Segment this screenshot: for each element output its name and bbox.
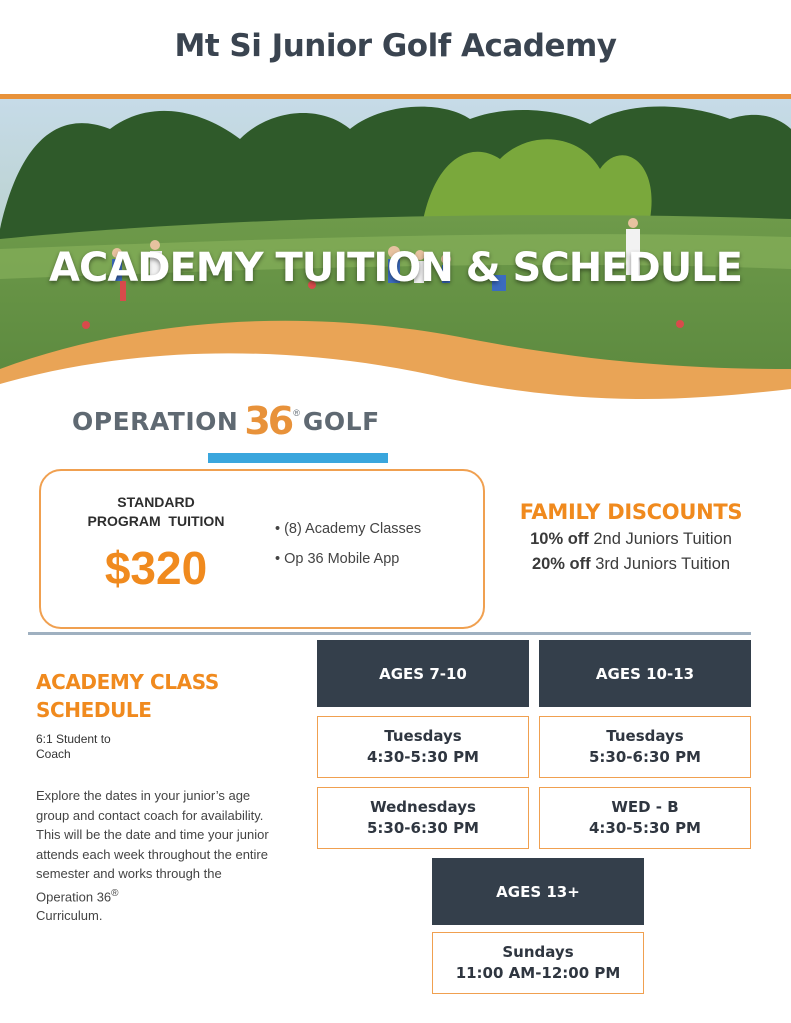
page-title: Mt Si Junior Golf Academy <box>174 28 617 64</box>
list-item: • (8) Academy Classes <box>275 521 421 537</box>
logo-word-golf: GOLF <box>302 406 380 436</box>
schedule-heading <box>36 668 276 724</box>
slot-time: 4:30-5:30 PM <box>589 819 701 837</box>
description-end: Curriculum. <box>36 908 103 924</box>
class-slot <box>539 716 751 778</box>
discount-line <box>516 555 746 574</box>
logo-word-operation: OPERATION <box>72 406 239 436</box>
schedule-heading-line2: SCHEDULE <box>36 698 152 722</box>
schedule-description <box>36 786 276 926</box>
slot-day: Tuesdays <box>606 727 684 745</box>
ratio-line1: 6:1 Student to <box>36 732 111 746</box>
tuition-label-line1: STANDARD <box>117 494 195 510</box>
tuition-includes-list <box>275 521 421 581</box>
accent-bar <box>208 453 388 463</box>
section-divider <box>28 632 751 635</box>
logo-registered-mark: ® <box>293 408 300 418</box>
tuition-price: $320 <box>104 542 208 594</box>
logo-number: 36 <box>244 399 292 443</box>
slot-time: 11:00 AM-12:00 PM <box>455 964 621 982</box>
slot-day: Sundays <box>502 943 574 961</box>
discount-text: 2nd Juniors Tuition <box>588 530 732 548</box>
ratio-line2: Coach <box>36 747 71 761</box>
slot-day: Tuesdays <box>384 727 462 745</box>
discount-percent: 10% off <box>530 530 589 548</box>
tuition-label <box>81 493 231 531</box>
discounts-title: FAMILY DISCOUNTS <box>519 500 743 524</box>
discount-text: 3rd Juniors Tuition <box>590 555 731 573</box>
list-item: • Op 36 Mobile App <box>275 551 421 567</box>
class-slot <box>317 787 529 849</box>
discount-percent: 20% off <box>531 555 591 573</box>
slot-day: Wednesdays <box>370 798 476 816</box>
schedule-heading-line1: ACADEMY CLASS <box>36 670 219 694</box>
age-group-header: AGES 10-13 <box>539 640 751 707</box>
hero-title: ACADEMY TUITION & SCHEDULE <box>49 245 742 291</box>
student-coach-ratio <box>36 732 156 762</box>
class-slot <box>317 716 529 778</box>
class-slot <box>539 787 751 849</box>
slot-time: 5:30-6:30 PM <box>589 748 701 766</box>
slot-day: WED - B <box>611 798 679 816</box>
description-text: Explore the dates in your junior’s age group and contact coach for availability. This will be the date and time your junior attends each week throughout the entire semester and works through the Operation 36 <box>36 788 269 904</box>
class-slot <box>432 932 644 994</box>
age-group-header: AGES 7-10 <box>317 640 529 707</box>
slot-time: 5:30-6:30 PM <box>367 819 479 837</box>
tuition-label-line2: PROGRAM TUITION <box>87 513 225 529</box>
operation-36-golf-logo <box>72 398 380 444</box>
age-group-header: AGES 13+ <box>432 858 644 925</box>
registered-mark: ® <box>111 887 119 899</box>
family-discounts <box>516 500 746 574</box>
slot-time: 4:30-5:30 PM <box>367 748 479 766</box>
tuition-card <box>39 469 485 629</box>
discount-line <box>516 530 746 549</box>
